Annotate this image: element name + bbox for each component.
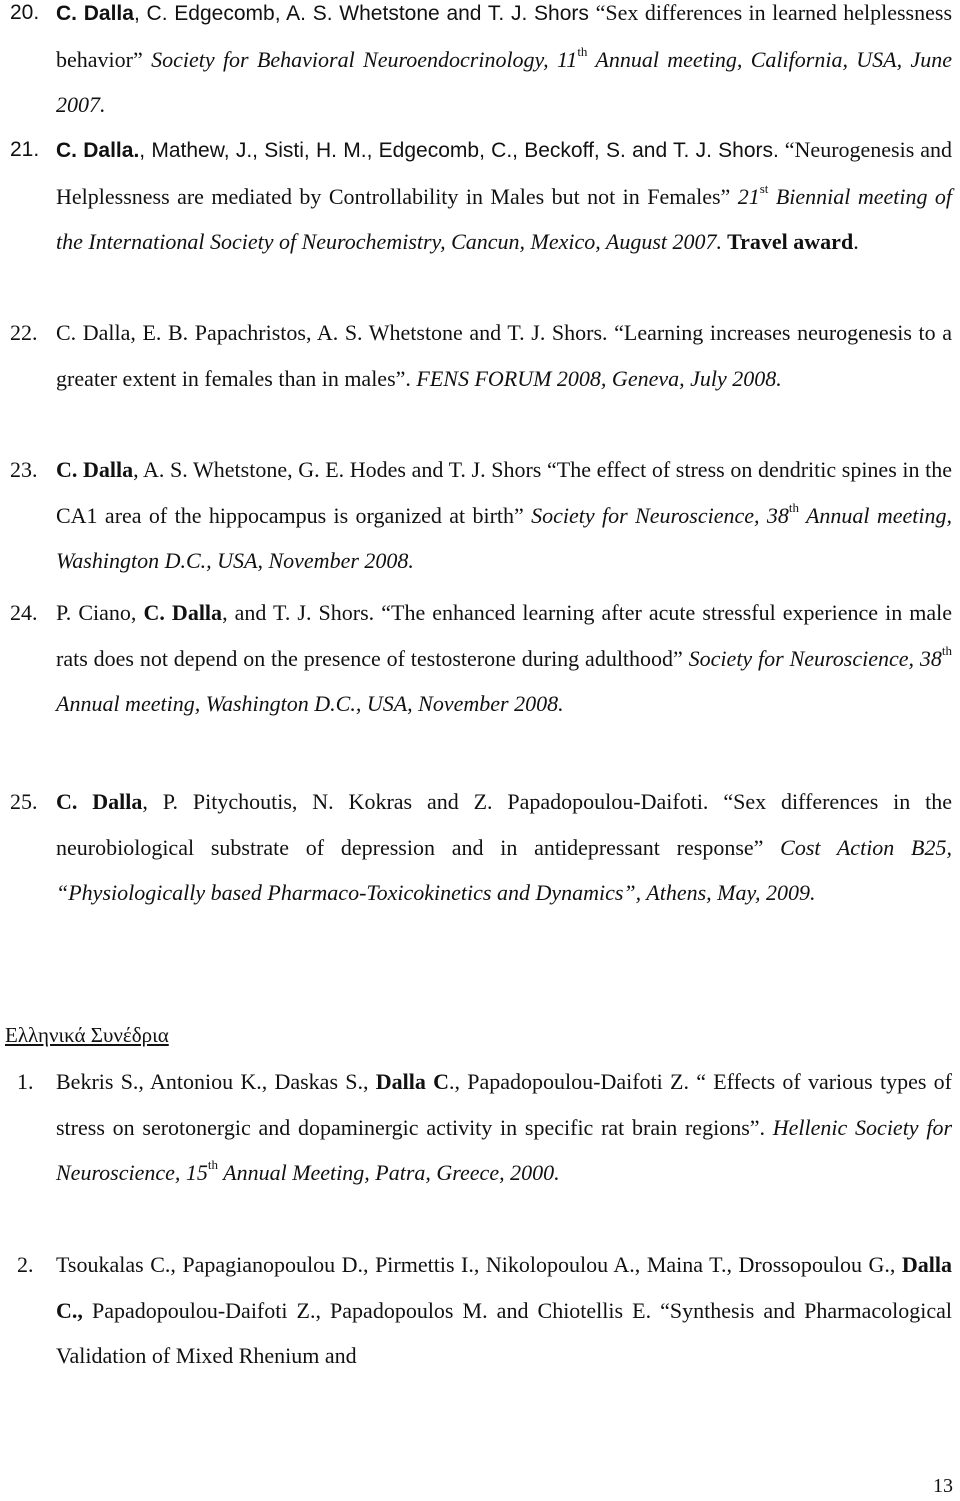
reference-entry-20 [0,0,952,128]
venue-cont: Annual meeting, California, USA, June 2007. [56,46,952,117]
venue: Society for Neuroscience, 38 [688,645,942,671]
venue-cont: Biennial meeting of the International Society of Neurochemistry, Cancun, Mexico, August 2007. [56,183,953,254]
entry-number: 21. [10,138,40,161]
greek-conference-entry-2 [0,1242,952,1379]
authors: , P. Pitychoutis, N. Kokras and Z. Papadopoulou-Daifoti. [142,789,724,814]
reference-entry-24 [0,590,952,727]
ordinal-suffix: th [577,43,588,59]
authors: C. Dalla, E. B. Papachristos, A. S. Whetstone and T. J. Shors. [56,320,608,345]
entry-number: 1. [17,1069,34,1094]
entry-text [56,447,952,584]
entry-number: 2. [17,1252,34,1277]
venue-cont: Annual meeting, Washington D.C., USA, November 2008. [56,502,953,573]
entry-number: 22. [10,320,38,345]
entry-text [56,1242,952,1379]
entry-text [56,1059,952,1196]
period: . [853,229,859,254]
ordinal-suffix: st [759,180,769,196]
venue: Hellenic Society for Neuroscience, 15 [56,1114,952,1185]
title: “Sex differences in learned helplessness behavior” [56,0,952,72]
author-bold: Dalla C [375,1069,450,1094]
authors-cont: Papadopoulou-Daifoti Z., Papadopoulos M. and Chiotellis E. “Synthesis and Pharmacological Validation of Mixed Rhenium and [56,1297,952,1368]
authors: , A. S. Whetstone, G. E. Hodes and T. J. Shors [133,457,547,482]
title: “Sex differences in the neurobiological substrate of depression and in antidepressant response” [56,789,952,860]
entry-number: 25. [10,789,38,814]
title: “Neurogenesis and Helplessness are mediated by Controllability in Males but not in Females” [56,137,952,209]
entry-number: 20. [10,1,40,24]
entry-number: 24. [10,600,38,625]
entry-text [56,590,952,727]
venue-cont: Annual meeting, Washington D.C., USA, November 2008. [56,691,564,716]
page-number: 13 [933,1475,953,1497]
author-bold: C. Dalla [56,457,134,482]
title: ., Papadopoulou-Daifoti Z. “ Effects of various types of stress on serotonergic and dopaminergic activity in specific rat brain regions”. [56,1069,952,1140]
venue: Cost Action B25, “Physiologically based Pharmaco-Toxicokinetics and Dynamics”, Athens, May, 2009. [56,834,952,905]
venue: 21 [737,183,760,209]
author-bold: C. Dalla [56,789,143,814]
reference-entry-22 [0,310,952,401]
reference-entry-21 [0,127,952,265]
venue: Society for Behavioral Neuroendocrinology, 11 [151,46,578,72]
award: Travel award [722,229,854,254]
reference-entry-25 [0,779,952,916]
venue-cont: Annual Meeting, Patra, Greece, 2000. [218,1160,560,1185]
entry-text [56,127,952,265]
ordinal-suffix: th [941,642,953,658]
section-title: Ελληνικά Συνέδρια [5,1023,169,1047]
authors: , C. Edgecomb, A. S. Whetstone and T. J. Shors [133,2,596,25]
authors: Tsoukalas C., Papagianopoulou D., Pirmettis I., Nikolopoulou A., Maina T., Drossopoulou G., [56,1252,902,1277]
authors: Bekris S., Antoniou K., Daskas S., [56,1069,376,1094]
title: “The enhanced learning after acute stressful experience in male rats does not depend on the presence of testosterone during adulthood” [56,600,953,671]
entry-number: 23. [10,457,38,482]
entry-text [56,779,952,916]
greek-conference-entry-1 [0,1059,952,1196]
authors: P. Ciano, [56,600,144,625]
author-bold: Dalla C., [56,1252,952,1323]
author-bold: C. Dalla [56,2,134,25]
title: “The effect of stress on dendritic spines in the CA1 area of the hippocampus is organized at birth” [56,457,952,528]
authors-cont: , and T. J. Shors. [222,600,382,625]
author-bold: C. Dalla [143,600,223,625]
ordinal-suffix: th [788,499,799,515]
reference-entry-23 [0,447,952,584]
authors: , Mathew, J., Sisti, H. M., Edgecomb, C., Beckoff, S. and T. J. Shors. [139,139,779,162]
venue: Society for Neuroscience, 38 [531,502,789,528]
entry-text [56,0,952,128]
ordinal-suffix: th [207,1157,219,1172]
entry-text [56,310,952,401]
title: “Learning increases neurogenesis to a greater extent in females than in males”. [56,320,952,391]
author-bold: C. Dalla. [56,139,140,162]
venue: FENS FORUM 2008, Geneva, July 2008. [410,365,782,391]
